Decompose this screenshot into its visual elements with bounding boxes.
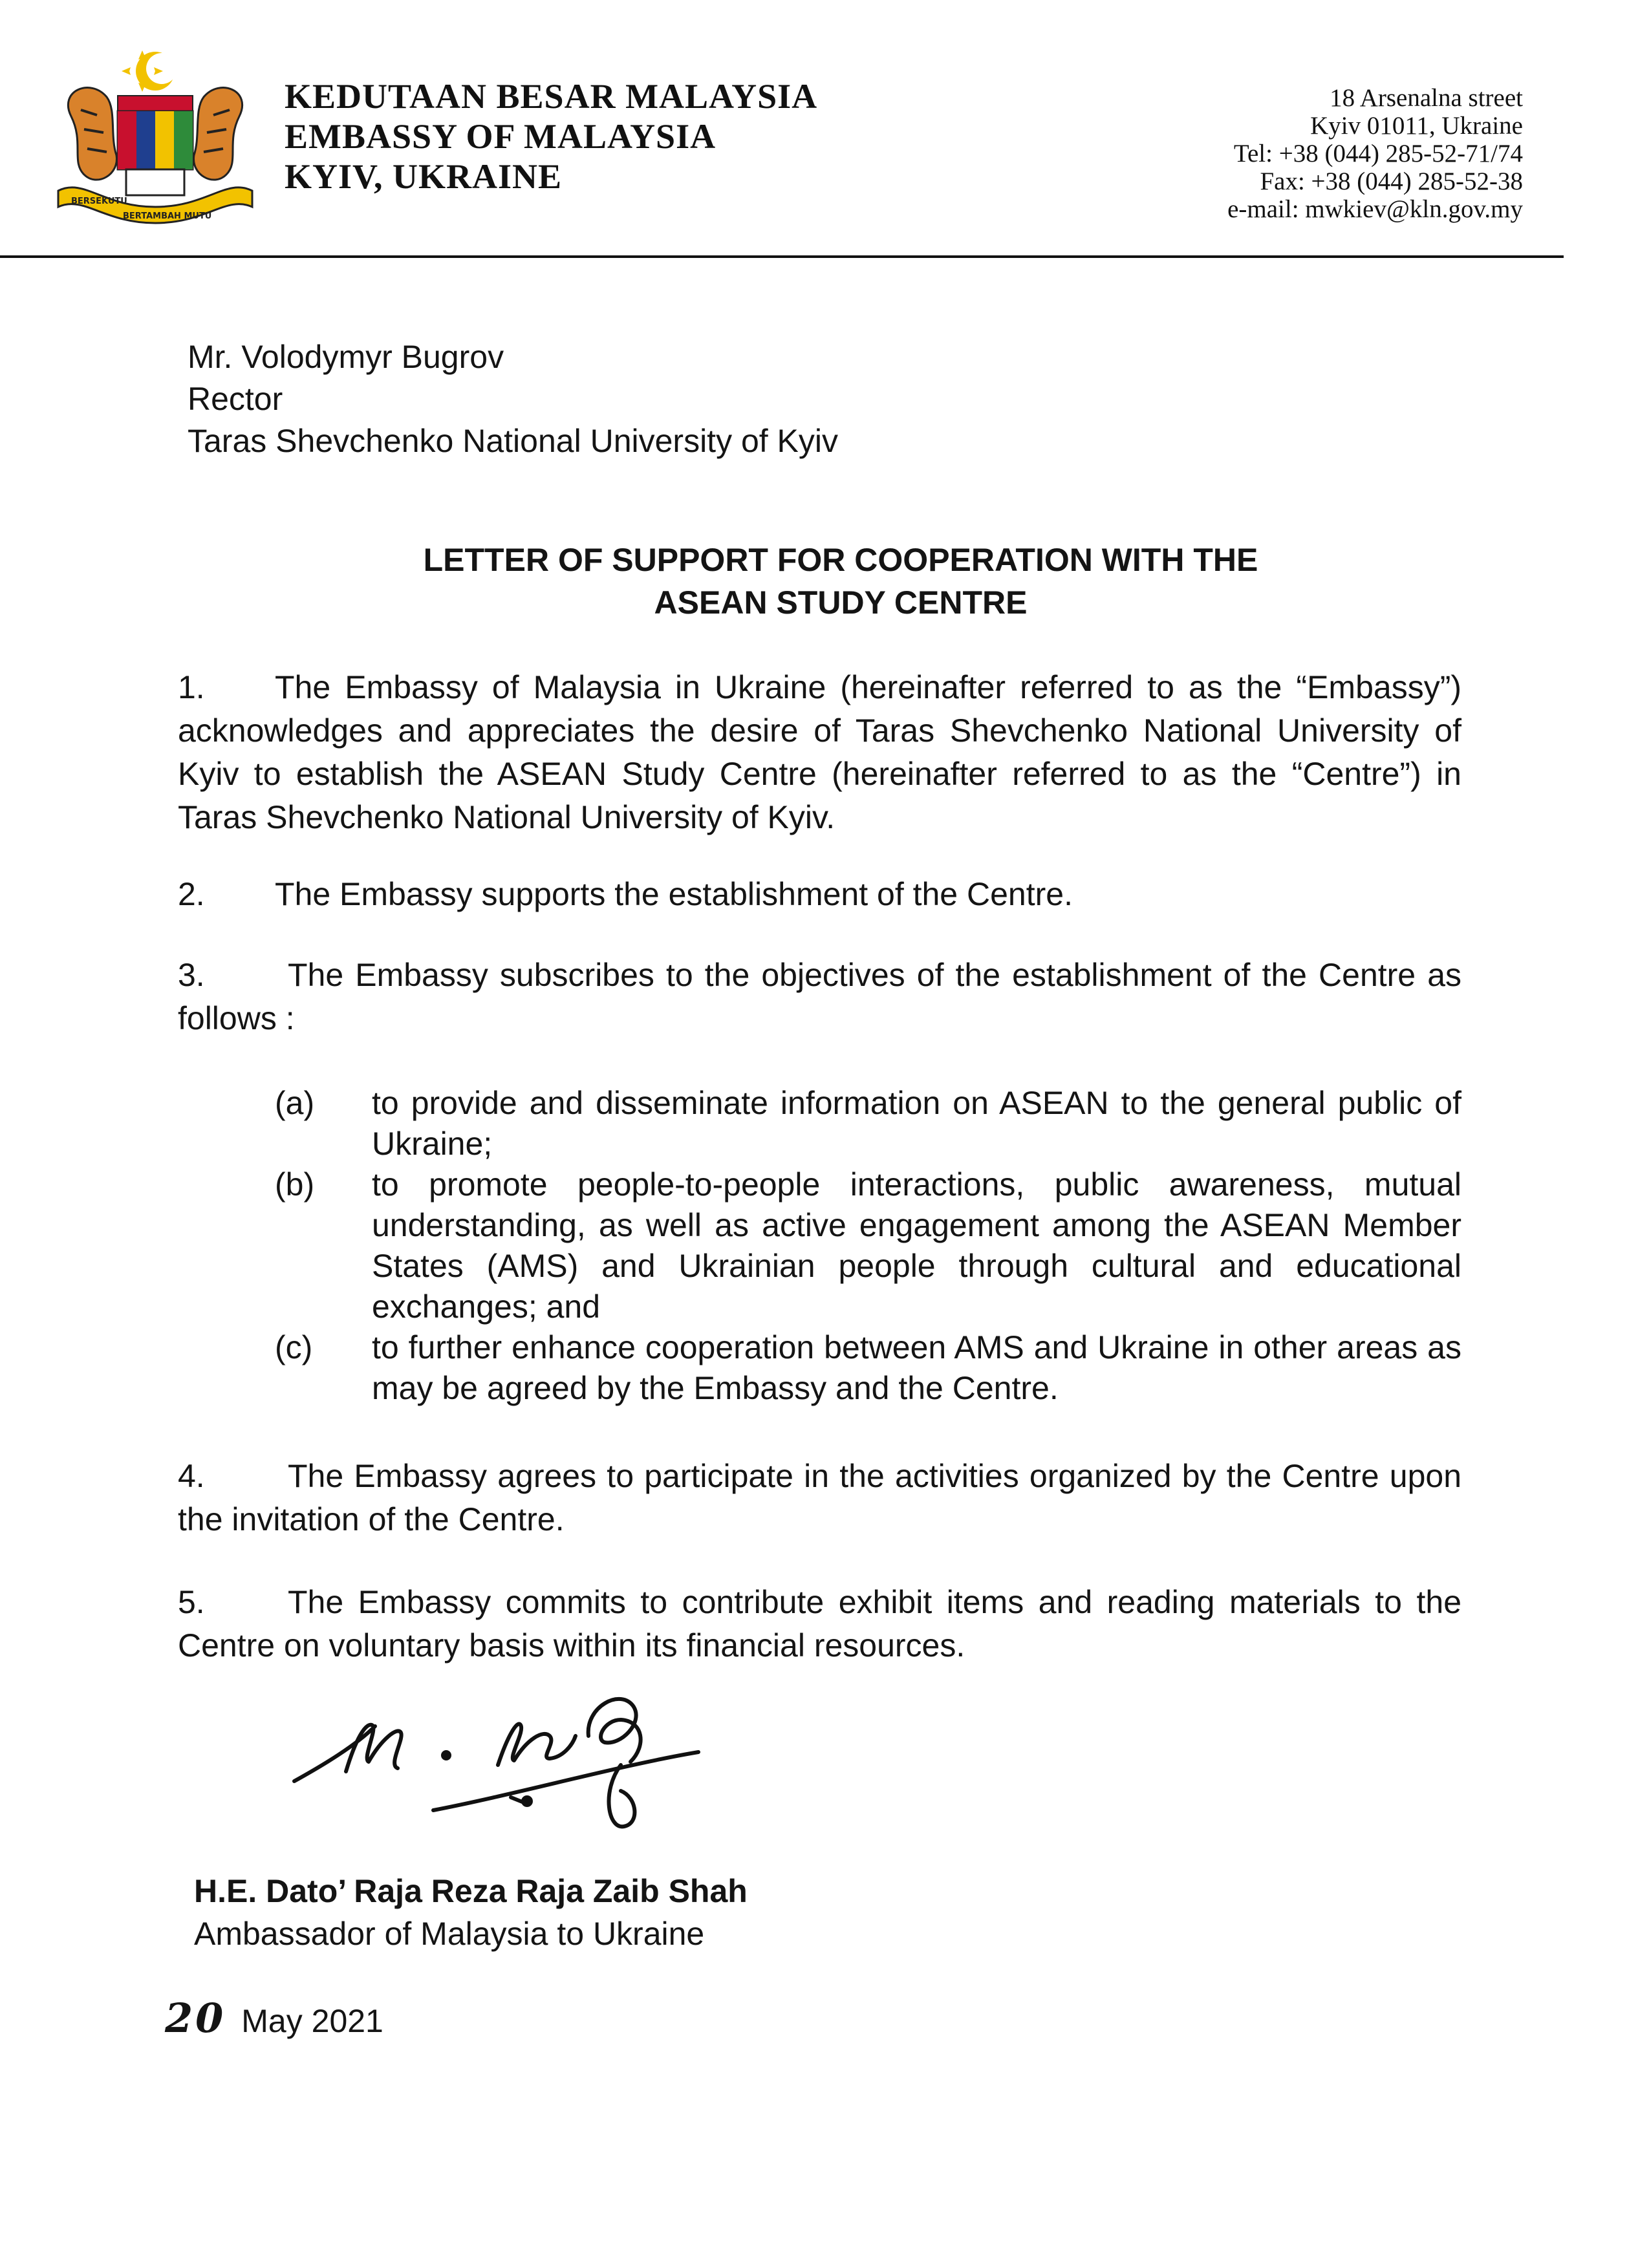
embassy-name-malay: KEDUTAAN BESAR MALAYSIA — [285, 77, 818, 116]
paragraph-number: 5. — [178, 1584, 205, 1620]
addressee-title: Rector — [188, 381, 283, 417]
date-day-handwritten: 20 — [165, 1995, 226, 2042]
letterhead-divider — [0, 255, 1564, 258]
objective-letter: (c) — [275, 1329, 313, 1365]
contact-tel: Tel: +38 (044) 285-52-71/74 — [1233, 140, 1523, 167]
letter-date — [165, 1995, 383, 2042]
embassy-location: KYIV, UKRAINE — [285, 157, 563, 196]
paragraph-number: 3. — [178, 957, 205, 993]
objective-text: to further enhance cooperation between AMS and Ukraine in other areas as may be agreed by the Embassy and the Centre. — [372, 1329, 1461, 1406]
embassy-name-english: EMBASSY OF MALAYSIA — [285, 117, 717, 156]
objective-item-b — [275, 1164, 1461, 1327]
paragraph-text: The Embassy agrees to participate in the activities organized by the Centre upon the invitation of the Centre. — [178, 1458, 1461, 1537]
embassy-contact-block — [1227, 84, 1523, 223]
signatory-name: H.E. Dato’ Raja Reza Raja Zaib Shah — [194, 1873, 748, 1909]
handwritten-signature — [285, 1674, 776, 1856]
objective-item-c — [275, 1327, 1461, 1409]
objective-letter: (b) — [275, 1166, 315, 1203]
objective-item-a — [275, 1083, 1461, 1164]
objective-letter: (a) — [275, 1085, 315, 1121]
crest-scroll-left-text: BERSEKUTU — [71, 197, 127, 206]
paragraph-5 — [178, 1581, 1461, 1667]
addressee-institution: Taras Shevchenko National University of Kyiv — [188, 423, 839, 459]
signatory-title: Ambassador of Malaysia to Ukraine — [194, 1916, 705, 1952]
paragraph-1 — [178, 666, 1461, 839]
paragraph-text: The Embassy supports the establishment of the Centre. — [275, 876, 1073, 912]
paragraph-4 — [178, 1455, 1461, 1541]
paragraph-number: 1. — [178, 669, 205, 705]
paragraph-text: The Embassy commits to contribute exhibit items and reading materials to the Centre on voluntary basis within its financial resources. — [178, 1584, 1461, 1664]
contact-address: 18 Arsenalna street — [1330, 84, 1523, 112]
contact-fax: Fax: +38 (044) 285-52-38 — [1260, 167, 1523, 195]
paragraph-text: The Embassy of Malaysia in Ukraine (hereinafter referred to as the “Embassy”) acknowledges and appreciates the desire of Taras Shevchenko National University of Kyiv to establish the ASEAN Study Centre (hereinafter referred to as the “Centre”) in Taras Shevchenko National University of Kyiv. — [178, 669, 1461, 835]
addressee-name: Mr. Volodymyr Bugrov — [188, 339, 504, 375]
addressee-block — [188, 336, 838, 462]
crest-scroll-middle-text: BERTAMBAH MUTU — [123, 211, 212, 221]
paragraph-2 — [178, 873, 1461, 916]
signatory-block — [194, 1870, 748, 1955]
paragraph-number: 4. — [178, 1458, 205, 1494]
contact-city: Kyiv 01011, Ukraine — [1310, 112, 1523, 140]
embassy-name-block — [285, 76, 817, 197]
objective-text: to provide and disseminate information on ASEAN to the general public of Ukraine; — [372, 1085, 1461, 1162]
objective-text: to promote people-to-people interactions, public awareness, mutual understanding, as well as active engagement among the ASEAN Member States (AMS) and Ukrainian people through cultural and educational exchanges; and — [372, 1166, 1461, 1325]
paragraph-number: 2. — [178, 876, 205, 912]
subject-line-1: LETTER OF SUPPORT FOR COOPERATION WITH THE — [423, 542, 1258, 578]
date-month-year: May 2021 — [241, 2003, 383, 2039]
objectives-list — [275, 1083, 1461, 1409]
malaysia-coat-of-arms-icon — [45, 45, 265, 233]
letter-subject — [175, 539, 1507, 624]
paragraph-3 — [178, 954, 1461, 1040]
contact-email: e-mail: mwkiev@kln.gov.my — [1227, 195, 1523, 223]
paragraph-text: The Embassy subscribes to the objectives of the establishment of the Centre as follows : — [178, 957, 1461, 1036]
subject-line-2: ASEAN STUDY CENTRE — [654, 584, 1028, 621]
